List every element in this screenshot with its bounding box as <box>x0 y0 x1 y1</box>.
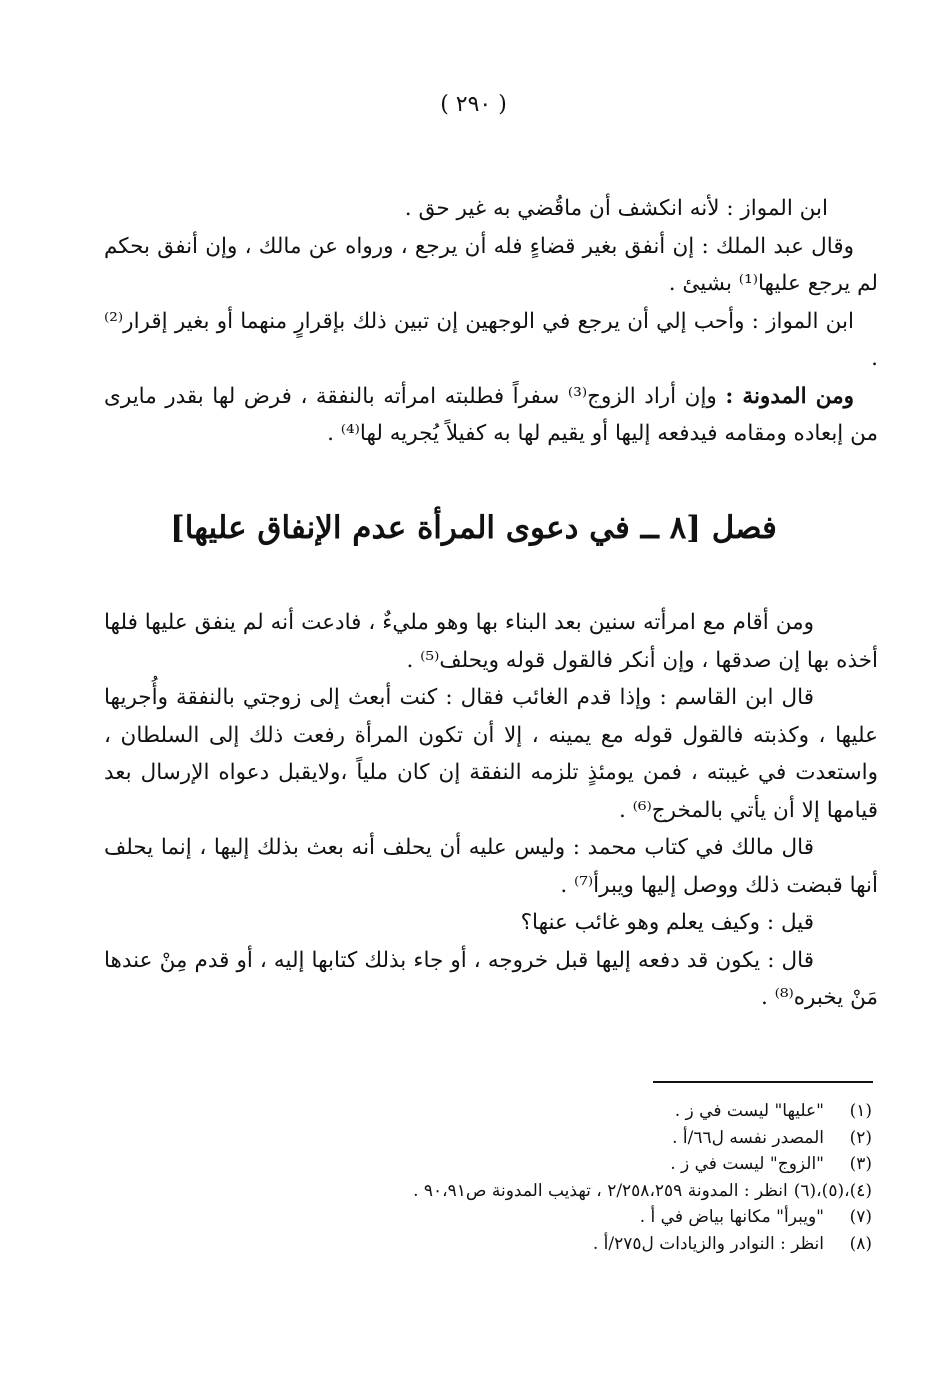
page-number: ( ٢٩٠ ) <box>440 92 507 117</box>
paragraph: قال : يكون قد دفعه إليها قبل خروجه ، أو جاء بذلك كتابها إليه ، أو قدم مِنْ عندها مَنْ يخبره⁽⁸⁾ . <box>104 947 878 1010</box>
paragraph: وقال عبد الملك : إن أنفق بغير قضاءٍ فله أن يرجع ، ورواه عن مالك ، وإن أنفق بحكم لم يرجع عليها⁽¹⁾ بشيئ . <box>104 233 878 296</box>
paragraph: قيل : وكيف يعلم وهو غائب عنها؟ <box>520 910 814 935</box>
footnote <box>72 1231 872 1258</box>
footnote-text: انظر : المدونة ٢/٢٥٨،٢٥٩ ، تهذيب المدونة ص٩٠،٩١ . <box>413 1180 788 1201</box>
footnotes <box>72 1098 872 1257</box>
footnote-divider <box>653 1081 873 1083</box>
main-text-block <box>104 604 878 1017</box>
section-heading: فصل [٨ ــ في دعوى المرأة عدم الإنفاق عليها] <box>170 510 777 546</box>
paragraph-text: وإن أراد الزوج⁽³⁾ سفراً فطلبته امرأته بالنفقة ، فرض لها بقدر مايرى من إبعاده ومقامه فيدفعه إليها أو يقيم لها به كفيلاً يُجريه لها⁽⁴⁾ . <box>104 383 878 446</box>
footnote-number: (٤)،(٥)،(٦) <box>793 1180 872 1201</box>
paragraph: قال مالك في كتاب محمد : وليس عليه أن يحلف أنه بعث بذلك إليها ، إنما يحلف أنها قبضت ذلك ووصل إليها ويبرأ⁽⁷⁾ . <box>104 835 878 898</box>
bold-lead: ومن المدونة : <box>725 383 854 409</box>
paragraph: ابن المواز : وأحب إلي أن يرجع في الوجهين إن تبين ذلك بإقرارٍ منهما أو بغير إقرار⁽²⁾ . <box>104 308 878 371</box>
paragraph <box>104 378 878 453</box>
paragraph: ومن أقام مع امرأته سنين بعد البناء بها وهو مليءٌ ، فادعت أنه لم ينفق عليها فلها أخذه بها إن صدقها ، وإن أنكر فالقول قوله ويحلف⁽⁵⁾ . <box>104 610 878 673</box>
footnote-number: (١) <box>849 1101 872 1121</box>
paragraph: ابن المواز : لأنه انكشف أن ماقُضي به غير حق . <box>404 196 828 221</box>
top-text-block <box>104 190 878 453</box>
footnote <box>72 1151 872 1178</box>
footnote-number: (٨) <box>849 1233 872 1254</box>
footnote <box>72 1204 872 1231</box>
paragraph: قال ابن القاسم : وإذا قدم الغائب فقال : كنت أبعث إلى زوجتي بالنفقة وأُجريها عليها ، وكذبته فالقول قوله مع يمينه ، إلا أن تكون المرأة رفعت ذلك إلى السلطان ، واستعدت في غيبته ، فمن يومئذٍ تلزمه النفقة إن كان ملياً ،ولايقبل دعواه الإرسال بعد قيامها إلا أن يأتي بالمخرج⁽⁶⁾ . <box>104 685 878 823</box>
footnote-text: "عليها" ليست في ز . <box>674 1101 824 1121</box>
footnote-number: (٢) <box>849 1127 872 1148</box>
footnote <box>72 1098 872 1125</box>
footnote-number: (٧) <box>849 1207 872 1227</box>
footnote-text: "الزوج" ليست في ز . <box>670 1154 824 1174</box>
footnote <box>72 1125 872 1152</box>
footnote-text: انظر : النوادر والزيادات ل٢٧٥/أ . <box>592 1233 824 1254</box>
footnote-number: (٣) <box>849 1154 872 1174</box>
footnote-text: "ويبرأ" مكانها بياض في أ . <box>639 1207 824 1227</box>
footnote <box>72 1178 872 1205</box>
footnote-text: المصدر نفسه ل٦٦/أ . <box>672 1127 824 1148</box>
